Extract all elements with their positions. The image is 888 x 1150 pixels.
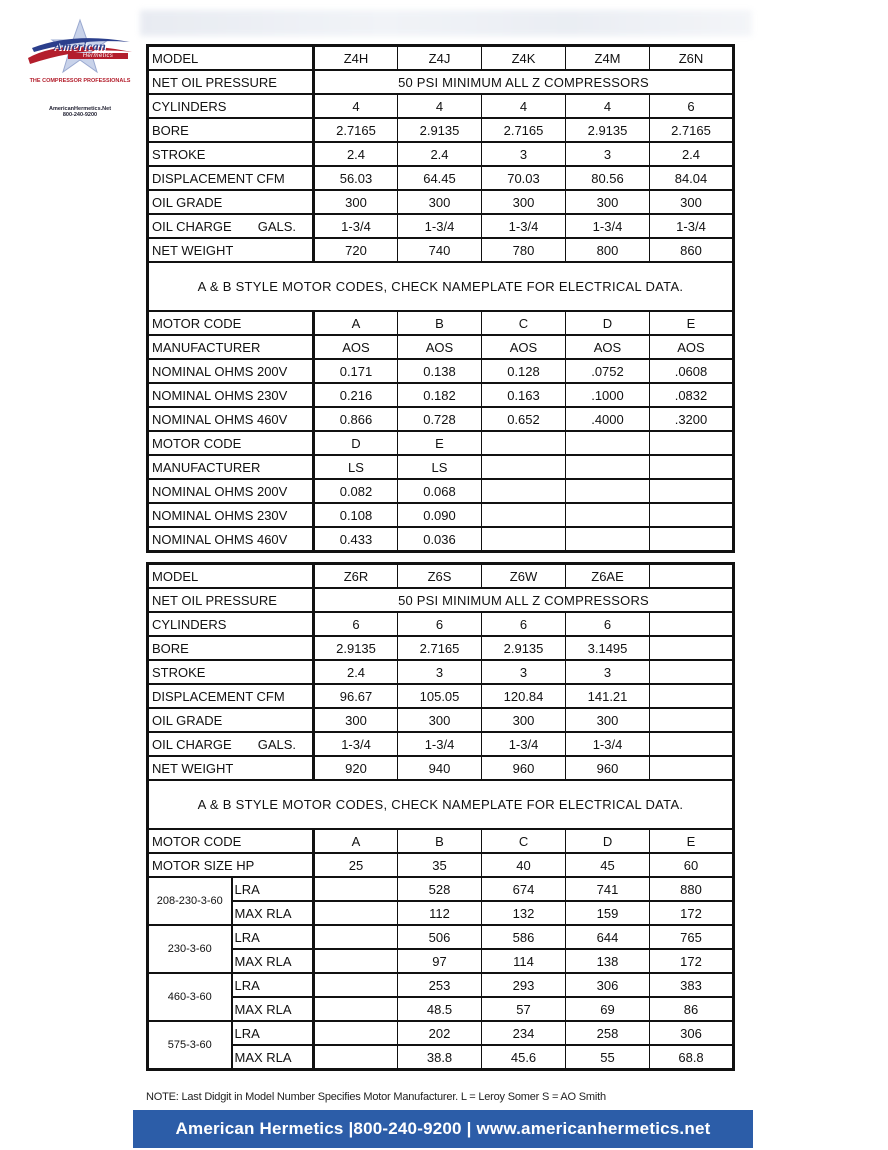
row-label <box>148 214 314 238</box>
value-cell: 48.5 <box>398 997 482 1021</box>
row-label: NET OIL PRESSURE <box>148 588 314 612</box>
motor-code-note: A & B STYLE MOTOR CODES, CHECK NAMEPLATE FOR ELECTRICAL DATA. <box>148 780 734 829</box>
value-cell: 114 <box>482 949 566 973</box>
value-cell: 64.45 <box>398 166 482 190</box>
row-label: NOMINAL OHMS 230V <box>148 503 314 527</box>
value-cell <box>650 431 734 455</box>
table-row <box>148 383 734 407</box>
value-cell: 300 <box>482 190 566 214</box>
value-cell <box>650 455 734 479</box>
value-cell: 141.21 <box>566 684 650 708</box>
value-cell: 159 <box>566 901 650 925</box>
voltage-label: 575-3-60 <box>148 1021 232 1070</box>
value-cell: 0.090 <box>398 503 482 527</box>
value-cell <box>482 527 566 552</box>
value-cell: 1-3/4 <box>398 214 482 238</box>
value-cell: 0.728 <box>398 407 482 431</box>
logo-phone: 800-240-9200 <box>62 112 98 118</box>
faded-header-band <box>140 10 752 36</box>
row-label: NOMINAL OHMS 230V <box>148 383 314 407</box>
value-cell: 1-3/4 <box>650 214 734 238</box>
value-cell <box>650 708 734 732</box>
value-cell: 880 <box>650 877 734 901</box>
value-cell: .0752 <box>566 359 650 383</box>
value-cell: 25 <box>314 853 398 877</box>
value-cell: 0.216 <box>314 383 398 407</box>
model-cell: Z6N <box>650 46 734 71</box>
table-row <box>148 660 734 684</box>
value-cell: 940 <box>398 756 482 780</box>
row-label: NOMINAL OHMS 200V <box>148 359 314 383</box>
table-row <box>148 359 734 383</box>
model-cell: Z6W <box>482 564 566 589</box>
value-cell <box>314 973 398 997</box>
row-label: MOTOR SIZE HP <box>148 853 314 877</box>
value-cell: B <box>398 311 482 335</box>
value-cell: 3 <box>566 142 650 166</box>
value-cell <box>314 1045 398 1070</box>
table-row <box>148 527 734 552</box>
rla-label: MAX RLA <box>232 949 314 973</box>
value-cell: D <box>566 829 650 853</box>
value-cell: 383 <box>650 973 734 997</box>
row-label: MOTOR CODE <box>148 431 314 455</box>
value-cell: 69 <box>566 997 650 1021</box>
value-cell: 306 <box>566 973 650 997</box>
value-cell: 2.7165 <box>482 118 566 142</box>
table-row <box>148 118 734 142</box>
value-cell: .1000 <box>566 383 650 407</box>
value-cell: 3 <box>566 660 650 684</box>
row-label: DISPLACEMENT CFM <box>148 166 314 190</box>
value-cell: 765 <box>650 925 734 949</box>
value-cell: C <box>482 829 566 853</box>
value-cell: 96.67 <box>314 684 398 708</box>
value-cell <box>650 660 734 684</box>
value-cell: 132 <box>482 901 566 925</box>
model-cell <box>650 564 734 589</box>
value-cell: 80.56 <box>566 166 650 190</box>
value-cell: 740 <box>398 238 482 262</box>
value-cell: 644 <box>566 925 650 949</box>
value-cell: 6 <box>482 612 566 636</box>
value-cell: 1-3/4 <box>566 732 650 756</box>
value-cell: 800 <box>566 238 650 262</box>
value-cell: 112 <box>398 901 482 925</box>
value-cell: 70.03 <box>482 166 566 190</box>
value-cell: 2.4 <box>314 142 398 166</box>
table-row <box>148 238 734 262</box>
value-cell: 202 <box>398 1021 482 1045</box>
table-row <box>148 190 734 214</box>
model-cell: Z6S <box>398 564 482 589</box>
value-cell: 68.8 <box>650 1045 734 1070</box>
logo-tagline: THE COMPRESSOR PROFESSIONALS <box>29 78 131 84</box>
z6r-z6ae-spec-table <box>146 562 735 1071</box>
value-cell: 0.652 <box>482 407 566 431</box>
value-cell <box>314 901 398 925</box>
value-cell <box>314 925 398 949</box>
model-cell: Z6AE <box>566 564 650 589</box>
table-row <box>148 214 734 238</box>
voltage-label: 460-3-60 <box>148 973 232 1021</box>
value-cell: 2.7165 <box>398 636 482 660</box>
value-cell: 741 <box>566 877 650 901</box>
value-cell: 0.433 <box>314 527 398 552</box>
value-cell <box>650 503 734 527</box>
value-cell: C <box>482 311 566 335</box>
table-row <box>148 46 734 71</box>
row-label: CYLINDERS <box>148 612 314 636</box>
value-cell: 2.4 <box>314 660 398 684</box>
table-row <box>148 708 734 732</box>
row-label: OIL GRADE <box>148 708 314 732</box>
value-cell: .4000 <box>566 407 650 431</box>
row-label: MOTOR CODE <box>148 829 314 853</box>
value-cell <box>314 949 398 973</box>
value-cell: 960 <box>482 756 566 780</box>
value-cell <box>482 455 566 479</box>
value-cell <box>566 527 650 552</box>
rla-label: MAX RLA <box>232 1045 314 1070</box>
value-cell <box>566 455 650 479</box>
value-cell: 0.082 <box>314 479 398 503</box>
value-cell: 2.7165 <box>650 118 734 142</box>
row-label: NOMINAL OHMS 460V <box>148 527 314 552</box>
value-cell: 55 <box>566 1045 650 1070</box>
value-cell: E <box>398 431 482 455</box>
contact-banner[interactable]: American Hermetics |800-240-9200 | www.americanhermetics.net <box>133 1110 753 1148</box>
table-row <box>148 684 734 708</box>
model-cell: Z4K <box>482 46 566 71</box>
row-label: NET OIL PRESSURE <box>148 70 314 94</box>
value-cell: 2.9135 <box>566 118 650 142</box>
value-cell: E <box>650 311 734 335</box>
table-row <box>148 588 734 612</box>
row-label: NET WEIGHT <box>148 756 314 780</box>
value-cell: 3.1495 <box>566 636 650 660</box>
value-cell: 3 <box>482 142 566 166</box>
value-cell: 506 <box>398 925 482 949</box>
value-cell: 40 <box>482 853 566 877</box>
value-cell: 6 <box>566 612 650 636</box>
value-cell: 300 <box>398 708 482 732</box>
voltage-label: 208-230-3-60 <box>148 877 232 925</box>
value-cell: 6 <box>398 612 482 636</box>
row-label: MOTOR CODE <box>148 311 314 335</box>
value-cell: AOS <box>314 335 398 359</box>
value-cell: 2.4 <box>398 142 482 166</box>
table-row <box>148 636 734 660</box>
value-cell: LS <box>398 455 482 479</box>
value-cell: 0.068 <box>398 479 482 503</box>
value-cell <box>314 877 398 901</box>
value-cell: 2.4 <box>650 142 734 166</box>
row-label: NOMINAL OHMS 200V <box>148 479 314 503</box>
value-cell: 38.8 <box>398 1045 482 1070</box>
table-row <box>148 949 734 973</box>
value-cell: D <box>566 311 650 335</box>
value-cell: 1-3/4 <box>314 214 398 238</box>
value-cell <box>482 503 566 527</box>
value-cell: 45.6 <box>482 1045 566 1070</box>
motor-code-note: A & B STYLE MOTOR CODES, CHECK NAMEPLATE FOR ELECTRICAL DATA. <box>148 262 734 311</box>
value-cell: 35 <box>398 853 482 877</box>
oil-pressure-cell: 50 PSI MINIMUM ALL Z COMPRESSORS <box>314 70 734 94</box>
table-row <box>148 335 734 359</box>
table-row <box>148 311 734 335</box>
row-label: DISPLACEMENT CFM <box>148 684 314 708</box>
value-cell: 0.128 <box>482 359 566 383</box>
value-cell: 84.04 <box>650 166 734 190</box>
value-cell <box>314 997 398 1021</box>
value-cell: 4 <box>482 94 566 118</box>
value-cell: 97 <box>398 949 482 973</box>
value-cell: 258 <box>566 1021 650 1045</box>
table-row <box>148 564 734 589</box>
value-cell <box>566 431 650 455</box>
value-cell: 720 <box>314 238 398 262</box>
table-row <box>148 455 734 479</box>
value-cell: 920 <box>314 756 398 780</box>
value-cell: 1-3/4 <box>398 732 482 756</box>
value-cell <box>650 612 734 636</box>
value-cell: 0.171 <box>314 359 398 383</box>
value-cell: 0.163 <box>482 383 566 407</box>
table-row <box>148 142 734 166</box>
value-cell: 300 <box>650 190 734 214</box>
value-cell <box>650 684 734 708</box>
logo-mark <box>24 18 136 76</box>
table-row <box>148 732 734 756</box>
value-cell: 4 <box>314 94 398 118</box>
table-row <box>148 997 734 1021</box>
table-row <box>148 973 734 997</box>
value-cell: A <box>314 311 398 335</box>
value-cell: 300 <box>482 708 566 732</box>
lra-label: LRA <box>232 973 314 997</box>
table-row <box>148 407 734 431</box>
model-cell: Z4H <box>314 46 398 71</box>
model-cell: Z6R <box>314 564 398 589</box>
table-row <box>148 166 734 190</box>
row-label: MANUFACTURER <box>148 335 314 359</box>
value-cell: 105.05 <box>398 684 482 708</box>
company-logo[interactable] <box>24 18 136 118</box>
logo-website[interactable]: AmericanHermetics.Net <box>48 106 112 112</box>
value-cell: 1-3/4 <box>482 732 566 756</box>
value-cell: D <box>314 431 398 455</box>
row-label: NET WEIGHT <box>148 238 314 262</box>
table-row <box>148 479 734 503</box>
value-cell: 300 <box>314 708 398 732</box>
table-row <box>148 431 734 455</box>
rla-label: MAX RLA <box>232 901 314 925</box>
value-cell: LS <box>314 455 398 479</box>
value-cell: 0.108 <box>314 503 398 527</box>
value-cell: .3200 <box>650 407 734 431</box>
voltage-label: 230-3-60 <box>148 925 232 973</box>
value-cell: 0.138 <box>398 359 482 383</box>
value-cell: 2.9135 <box>314 636 398 660</box>
table-row <box>148 262 734 311</box>
value-cell: 674 <box>482 877 566 901</box>
value-cell: 6 <box>314 612 398 636</box>
lra-label: LRA <box>232 925 314 949</box>
value-cell: A <box>314 829 398 853</box>
table-row <box>148 829 734 853</box>
rla-label: MAX RLA <box>232 997 314 1021</box>
table-row <box>148 756 734 780</box>
value-cell: 0.182 <box>398 383 482 407</box>
value-cell: 4 <box>566 94 650 118</box>
table-row <box>148 853 734 877</box>
row-label: STROKE <box>148 142 314 166</box>
table-row <box>148 1045 734 1070</box>
table-row <box>148 94 734 118</box>
value-cell: 528 <box>398 877 482 901</box>
value-cell: 293 <box>482 973 566 997</box>
model-cell: Z4M <box>566 46 650 71</box>
row-label: OIL GRADE <box>148 190 314 214</box>
value-cell <box>650 756 734 780</box>
value-cell: B <box>398 829 482 853</box>
value-cell <box>566 479 650 503</box>
value-cell: E <box>650 829 734 853</box>
oil-charge-unit: GALS. <box>257 218 296 234</box>
row-label: MODEL <box>148 564 314 589</box>
model-cell: Z4J <box>398 46 482 71</box>
value-cell <box>482 479 566 503</box>
row-label: STROKE <box>148 660 314 684</box>
lra-label: LRA <box>232 1021 314 1045</box>
value-cell: 0.036 <box>398 527 482 552</box>
table-row <box>148 70 734 94</box>
table-row <box>148 877 734 901</box>
oil-pressure-cell: 50 PSI MINIMUM ALL Z COMPRESSORS <box>314 588 734 612</box>
value-cell: AOS <box>398 335 482 359</box>
manufacturer-footnote: NOTE: Last Didgit in Model Number Specifies Motor Manufacturer. L = Leroy Somer S = AO Smith <box>146 1091 606 1103</box>
value-cell: 120.84 <box>482 684 566 708</box>
value-cell <box>650 732 734 756</box>
value-cell <box>566 503 650 527</box>
value-cell: 56.03 <box>314 166 398 190</box>
value-cell: 586 <box>482 925 566 949</box>
table-row <box>148 612 734 636</box>
row-label: MANUFACTURER <box>148 455 314 479</box>
value-cell: 860 <box>650 238 734 262</box>
value-cell: AOS <box>566 335 650 359</box>
value-cell: 253 <box>398 973 482 997</box>
value-cell: 57 <box>482 997 566 1021</box>
value-cell: 6 <box>650 94 734 118</box>
value-cell: 300 <box>566 190 650 214</box>
value-cell: 300 <box>314 190 398 214</box>
value-cell: 86 <box>650 997 734 1021</box>
value-cell: 45 <box>566 853 650 877</box>
value-cell: 1-3/4 <box>314 732 398 756</box>
value-cell: 172 <box>650 901 734 925</box>
value-cell: 172 <box>650 949 734 973</box>
value-cell: 2.9135 <box>398 118 482 142</box>
value-cell: 960 <box>566 756 650 780</box>
table-row <box>148 1021 734 1045</box>
row-label: CYLINDERS <box>148 94 314 118</box>
table-row <box>148 503 734 527</box>
value-cell: 3 <box>398 660 482 684</box>
value-cell: 2.7165 <box>314 118 398 142</box>
oil-charge-unit: GALS. <box>257 736 297 752</box>
value-cell: 60 <box>650 853 734 877</box>
row-label <box>148 732 314 756</box>
value-cell: 300 <box>398 190 482 214</box>
table-row <box>148 780 734 829</box>
value-cell: 1-3/4 <box>482 214 566 238</box>
value-cell: 300 <box>566 708 650 732</box>
row-label: NOMINAL OHMS 460V <box>148 407 314 431</box>
logo-subbrand: Hermetics <box>68 53 128 59</box>
value-cell: 2.9135 <box>482 636 566 660</box>
value-cell <box>482 431 566 455</box>
value-cell: AOS <box>650 335 734 359</box>
row-label: BORE <box>148 636 314 660</box>
value-cell: 0.866 <box>314 407 398 431</box>
value-cell: 234 <box>482 1021 566 1045</box>
value-cell: .0832 <box>650 383 734 407</box>
logo-brand: American <box>53 39 107 53</box>
row-label: MODEL <box>148 46 314 71</box>
value-cell <box>650 527 734 552</box>
z4-z6n-spec-table <box>146 44 735 553</box>
oil-charge-label: OIL CHARGE <box>152 736 232 752</box>
value-cell <box>314 1021 398 1045</box>
table-row <box>148 925 734 949</box>
value-cell: 780 <box>482 238 566 262</box>
value-cell: 1-3/4 <box>566 214 650 238</box>
value-cell: 4 <box>398 94 482 118</box>
value-cell: 306 <box>650 1021 734 1045</box>
value-cell <box>650 479 734 503</box>
value-cell: AOS <box>482 335 566 359</box>
lra-label: LRA <box>232 877 314 901</box>
table-row <box>148 901 734 925</box>
value-cell <box>650 636 734 660</box>
value-cell: 3 <box>482 660 566 684</box>
value-cell: 138 <box>566 949 650 973</box>
row-label: BORE <box>148 118 314 142</box>
value-cell: .0608 <box>650 359 734 383</box>
oil-charge-label: OIL CHARGE <box>152 218 232 234</box>
